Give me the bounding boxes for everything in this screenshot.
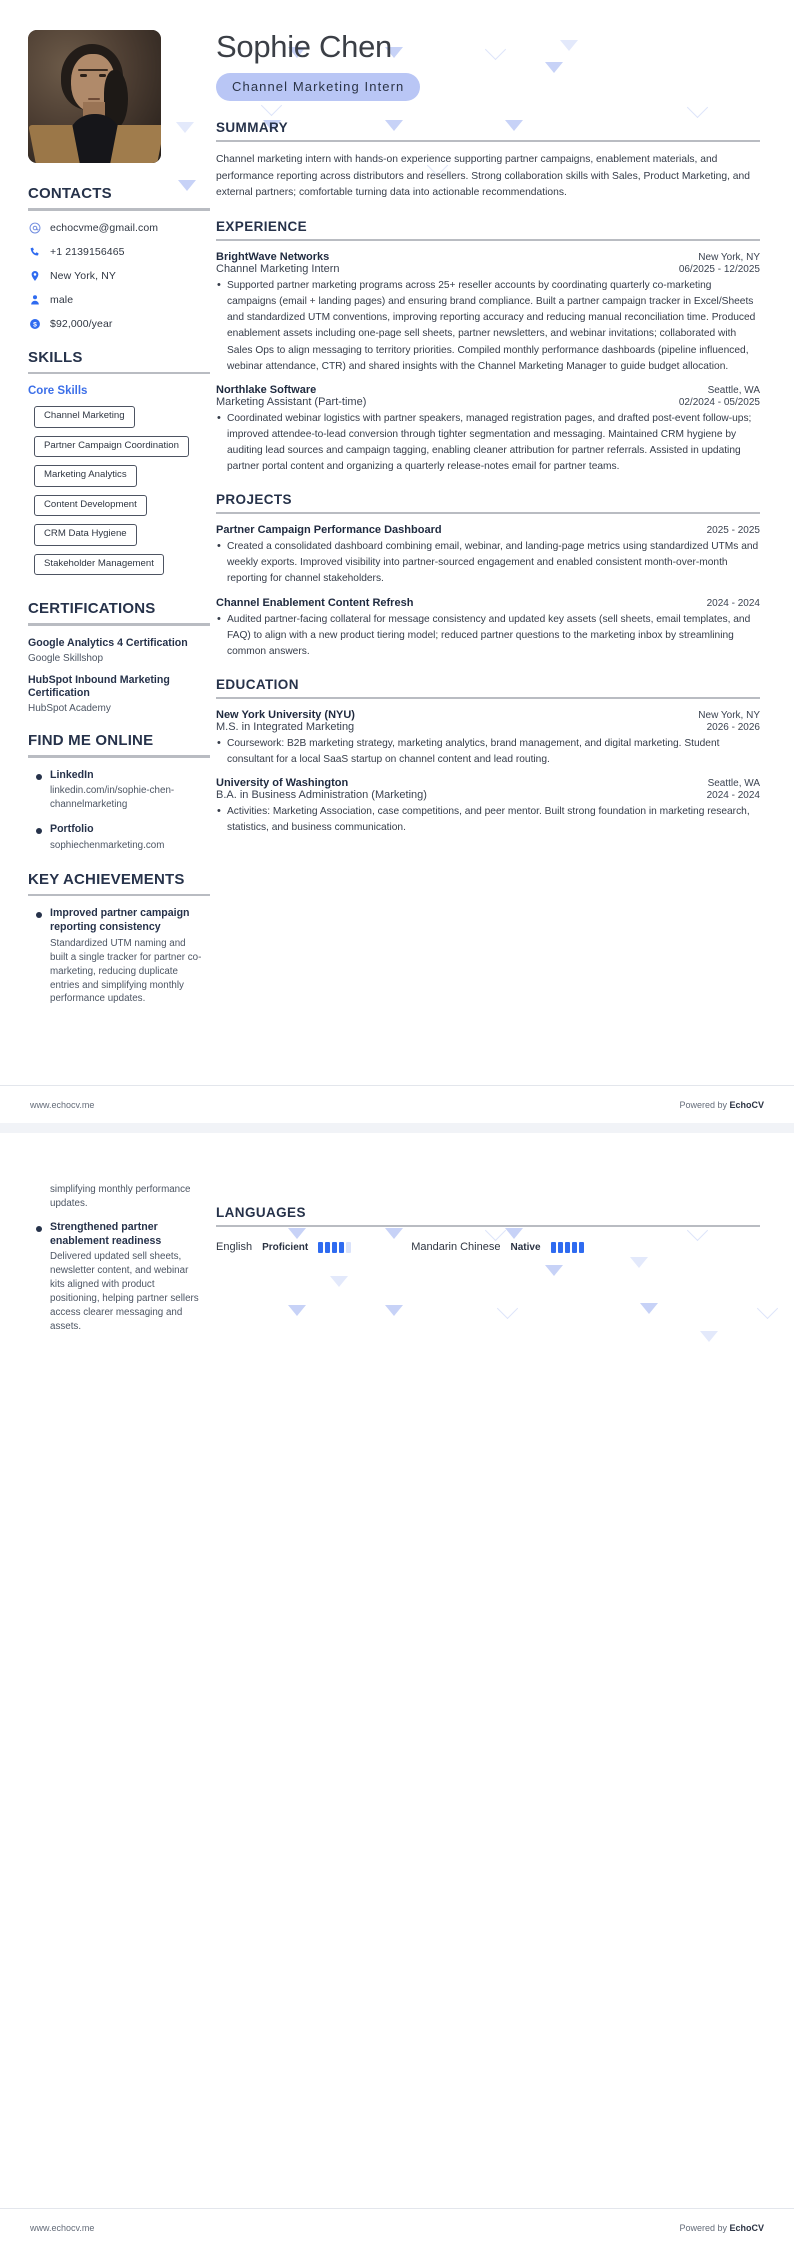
main-column xyxy=(202,0,794,1017)
footer-brand: EchoCV xyxy=(729,1099,764,1110)
language-level: Native xyxy=(510,1241,541,1253)
project-bullet: • Created a consolidated dashboard combining email, webinar, and landing-page metrics using standardized UTMs and weekly exports. Improved visibility into partner-sourced engagement and enabled consistent month-over-month reporting for channel stakeholders. xyxy=(216,539,760,587)
footer-powered-prefix: Powered by xyxy=(679,1099,730,1110)
achievement-item xyxy=(28,907,202,1006)
project-bullet: • Audited partner-facing collateral for message consistency and updated key assets (sell sheets, email templates, and FAQ) to align with a new product tiering model; reduced partner questions to the marketing inbox by streamlining common answers. xyxy=(216,612,760,660)
online-profile-url: linkedin.com/in/sophie-chen-channelmarketing xyxy=(50,785,175,811)
skill-chip: Marketing Analytics xyxy=(34,465,137,487)
section-divider xyxy=(216,512,760,514)
contact-salary-value: $92,000/year xyxy=(50,318,113,330)
experience-role: Channel Marketing Intern xyxy=(216,263,340,276)
page-separator xyxy=(0,1123,794,1133)
project-dates: 2025 - 2025 xyxy=(706,525,760,537)
email-icon xyxy=(28,222,41,235)
education-school: University of Washington xyxy=(216,777,349,790)
experience-entry xyxy=(216,384,760,475)
certification-item xyxy=(28,674,202,715)
contact-salary xyxy=(28,318,202,331)
experience-bullets xyxy=(216,278,760,375)
online-profile-item[interactable] xyxy=(28,823,202,853)
job-title-badge: Channel Marketing Intern xyxy=(216,73,420,101)
phone-icon xyxy=(28,246,41,259)
experience-location: New York, NY xyxy=(698,252,760,264)
contacts-section xyxy=(28,185,202,331)
experience-bullet: • Coordinated webinar logistics with partner speakers, managed registration pages, and drafted post-event follow-ups; improved attendee-to-lead conversion through tighter segmentation and messaging. Maintained CRM hygiene by auditing lead sources and campaign tagging, enabling cleaner attribution for partner referrals. Assisted in updating partner portal content and organizing a quarterly release-notes email for partner teams. xyxy=(216,411,760,475)
footer-brand: EchoCV xyxy=(729,2222,764,2233)
contact-gender-value: male xyxy=(50,294,74,306)
project-name: Channel Enablement Content Refresh xyxy=(216,596,414,609)
project-name: Partner Campaign Performance Dashboard xyxy=(216,524,442,537)
experience-role: Marketing Assistant (Part-time) xyxy=(216,395,367,408)
skill-chip: Channel Marketing xyxy=(34,406,135,428)
education-bullet: • Coursework: B2B marketing strategy, marketing analytics, brand management, and digital marketing. Student consultant for a local SaaS startup on channel content and lead routing. xyxy=(216,736,760,768)
footer-powered-by xyxy=(679,2223,764,2233)
main-column-continuation xyxy=(202,1133,794,1345)
summary-section xyxy=(216,120,760,202)
skills-section xyxy=(28,349,202,583)
section-divider xyxy=(216,140,760,142)
certifications-section xyxy=(28,600,202,714)
section-divider xyxy=(28,623,210,626)
language-name: Mandarin Chinese xyxy=(411,1241,501,1253)
education-bullets xyxy=(216,736,760,768)
skill-chip: Stakeholder Management xyxy=(34,554,164,576)
language-name: English xyxy=(216,1241,253,1253)
language-proficiency-dots xyxy=(318,1242,351,1253)
contact-email-value: echocvme@gmail.com xyxy=(50,222,159,234)
experience-bullets xyxy=(216,411,760,475)
languages-list xyxy=(216,1241,760,1253)
bullet-dot-icon xyxy=(36,1226,42,1232)
achievement-desc-continuation: simplifying monthly performance updates. xyxy=(50,1184,191,1209)
experience-bullet: • Supported partner marketing programs across 25+ reseller accounts by coordinating quarterly co-marketing campaigns (email + landing pages) and ensuring brand compliance. Built a partner campaign tracker in Excel/Sheets and standardized UTM conventions, improving reporting accuracy and reducing manual reconciliation time. Produced enablement assets including one-page sell sheets, partner newsletters, and webinar invitations; collaborated with Sales Ops to align messaging to territory priorities. Compiled monthly performance dashboards (pipeline influenced, webinar attendance, CTR) and shared insights with the Channel Marketing Manager to guide budget allocation. xyxy=(216,278,760,375)
footer-site-url[interactable]: www.echocv.me xyxy=(30,1099,95,1110)
contact-location-value: New York, NY xyxy=(50,270,116,282)
location-icon xyxy=(28,270,41,283)
bullet-dot-icon xyxy=(36,828,42,834)
online-profile-label: LinkedIn xyxy=(50,768,94,781)
education-degree: B.A. in Business Administration (Marketing) xyxy=(216,789,427,802)
contact-gender xyxy=(28,294,202,307)
experience-org: BrightWave Networks xyxy=(216,251,330,264)
sidebar-continuation xyxy=(0,1133,202,1345)
language-item xyxy=(411,1241,583,1253)
achievement-desc: Standardized UTM naming and built a single tracker for partner co-marketing, reducing duplicate entries and simplifying monthly performance updates. xyxy=(50,937,202,1005)
footer-powered-by xyxy=(679,1100,764,1110)
education-location: Seattle, WA xyxy=(707,778,760,790)
skills-heading: SKILLS xyxy=(28,348,83,366)
contact-phone[interactable] xyxy=(28,246,202,259)
achievement-desc: Delivered updated sell sheets, newsletter content, and webinar kits aligned with product positioning, helping partner sellers access clearer messaging and assets. xyxy=(50,1251,199,1332)
skill-chip: Content Development xyxy=(34,495,147,517)
section-divider xyxy=(216,697,760,699)
education-dates: 2026 - 2026 xyxy=(706,721,760,733)
summary-heading: SUMMARY xyxy=(216,120,289,136)
experience-section xyxy=(216,219,760,475)
footer-site-url[interactable]: www.echocv.me xyxy=(30,2222,95,2233)
avatar xyxy=(28,30,161,163)
education-bullet: • Activities: Marketing Association, case competitions, and peer mentor. Built strong foundation in marketing research, statistics, and business communication. xyxy=(216,804,760,836)
projects-heading: PROJECTS xyxy=(216,492,292,508)
education-dates: 2024 - 2024 xyxy=(706,790,760,802)
section-divider xyxy=(28,372,210,375)
certification-item xyxy=(28,637,202,664)
section-divider xyxy=(216,239,760,241)
languages-section xyxy=(216,1205,760,1253)
page-footer xyxy=(0,2208,794,2246)
bullet-dot-icon xyxy=(36,774,42,780)
skill-chip: Partner Campaign Coordination xyxy=(34,436,189,458)
education-location: New York, NY xyxy=(698,709,760,721)
bullet-dot-icon xyxy=(36,912,42,918)
education-entry xyxy=(216,777,760,836)
contact-email[interactable] xyxy=(28,222,202,235)
language-proficiency-dots xyxy=(551,1242,584,1253)
experience-location: Seattle, WA xyxy=(707,384,760,396)
page-footer xyxy=(0,1085,794,1123)
certifications-heading: CERTIFICATIONS xyxy=(28,600,156,618)
certification-org: HubSpot Academy xyxy=(28,703,111,715)
project-entry xyxy=(216,597,760,660)
footer-powered-prefix: Powered by xyxy=(679,2222,730,2233)
education-bullets xyxy=(216,804,760,836)
achievement-item xyxy=(28,1221,202,1334)
experience-entry xyxy=(216,251,760,375)
experience-dates: 06/2025 - 12/2025 xyxy=(678,264,760,276)
online-profile-item[interactable] xyxy=(28,769,202,813)
language-item xyxy=(216,1241,351,1253)
section-divider xyxy=(28,208,210,211)
projects-section xyxy=(216,492,760,660)
summary-text: Channel marketing intern with hands-on experience supporting partner campaigns, enablement materials, and performance reporting across distributors and resellers. Strong collaboration skills with Sales, Product Marketing, and external partners; comfortable turning data into actionable recommendations. xyxy=(216,154,750,199)
achievement-title: Improved partner campaign reporting consistency xyxy=(50,907,190,934)
contact-phone-value: +1 2139156465 xyxy=(50,246,125,258)
key-achievements-heading: KEY ACHIEVEMENTS xyxy=(28,870,185,888)
skills-group-label: Core Skills xyxy=(28,385,88,397)
achievement-title: Strengthened partner enablement readiness xyxy=(50,1220,162,1247)
page-title: Sophie Chen xyxy=(216,29,392,64)
languages-heading: LANGUAGES xyxy=(216,1205,306,1220)
project-dates: 2024 - 2024 xyxy=(706,597,760,609)
section-divider xyxy=(216,1225,760,1227)
section-divider xyxy=(28,755,210,758)
education-school: New York University (NYU) xyxy=(216,708,355,721)
salary-icon xyxy=(28,318,41,331)
education-degree: M.S. in Integrated Marketing xyxy=(216,720,355,733)
certification-name: HubSpot Inbound Marketing Certification xyxy=(28,673,170,700)
experience-org: Northlake Software xyxy=(216,383,317,396)
language-level: Proficient xyxy=(262,1241,309,1253)
skills-chip-list xyxy=(28,405,202,582)
online-profile-label: Portfolio xyxy=(50,823,94,836)
education-heading: EDUCATION xyxy=(216,676,299,692)
find-me-online-heading: FIND ME ONLINE xyxy=(28,732,154,750)
sidebar xyxy=(0,0,202,1017)
person-icon xyxy=(28,294,41,307)
svg-text:$: $ xyxy=(32,321,37,329)
online-profile-url: sophiechenmarketing.com xyxy=(50,839,165,851)
education-section xyxy=(216,677,760,836)
project-bullets xyxy=(216,612,760,660)
contacts-heading: CONTACTS xyxy=(28,185,112,202)
find-me-online-section xyxy=(28,732,202,853)
key-achievements-section xyxy=(28,871,202,1007)
skill-chip: CRM Data Hygiene xyxy=(34,524,137,546)
resume-page-2 xyxy=(0,1133,794,2246)
experience-dates: 02/2024 - 05/2025 xyxy=(678,396,760,408)
certification-name: Google Analytics 4 Certification xyxy=(28,636,188,649)
contact-location xyxy=(28,270,202,283)
certification-org: Google Skillshop xyxy=(28,652,104,664)
education-entry xyxy=(216,709,760,768)
section-divider xyxy=(28,894,210,897)
experience-heading: EXPERIENCE xyxy=(216,219,308,235)
project-bullets xyxy=(216,539,760,587)
project-entry xyxy=(216,524,760,587)
